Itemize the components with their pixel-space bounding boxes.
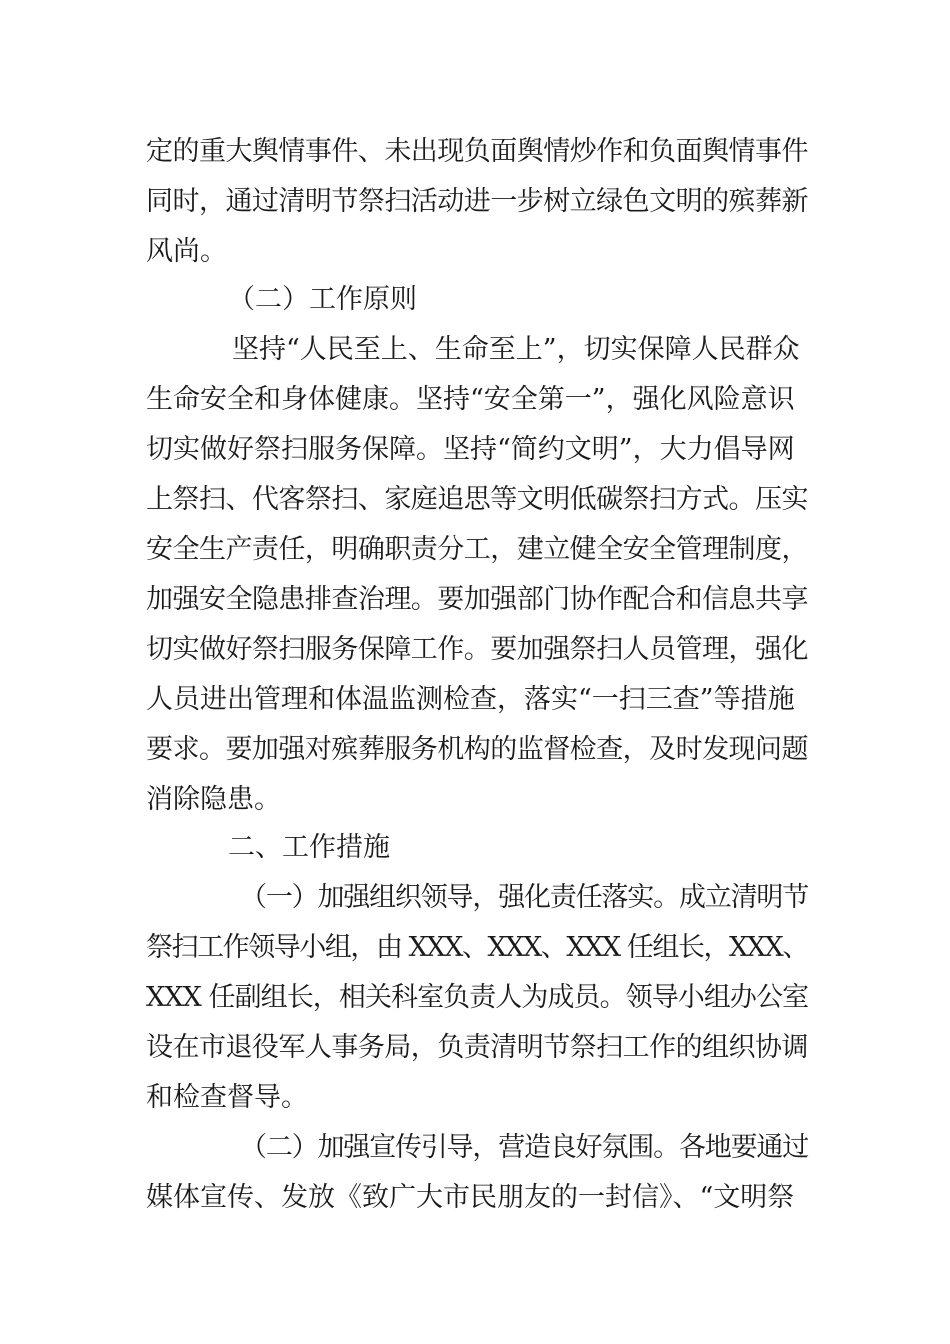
- paragraph-line: 设在市退役军人事务局，负责清明节祭扫工作的组织协调: [146, 1032, 808, 1063]
- paragraph-line: 生命安全和身体健康。坚持“安全第一”，强化风险意识: [146, 384, 795, 415]
- paragraph-line: 祭扫工作领导小组，由 XXX、XXX、XXX 任组长，XXX、: [146, 932, 808, 963]
- paragraph-line: 切实做好祭扫服务保障。坚持“简约文明”，大力倡导网: [146, 434, 795, 465]
- paragraph-line: 定的重大舆情事件、未出现负面舆情炒作和负面舆情事件: [146, 136, 808, 167]
- section-heading: 二、工作措施: [228, 832, 390, 863]
- paragraph-line: 同时，通过清明节祭扫活动进一步树立绿色文明的殡葬新: [146, 186, 808, 217]
- paragraph-line: 坚持“人民至上、生命至上”，切实保障人民群众: [232, 334, 800, 365]
- paragraph-line: 加强安全隐患排查治理。要加强部门协作配合和信息共享: [146, 584, 808, 615]
- paragraph-line: XXX 任副组长，相关科室负责人为成员。领导小组办公室: [146, 982, 809, 1013]
- paragraph-line: 媒体宣传、发放《致广大市民朋友的一封信》、“文明祭: [146, 1182, 795, 1213]
- paragraph-line: 风尚。: [146, 236, 227, 267]
- section-heading: （二）工作原则: [228, 284, 417, 315]
- paragraph-line: （二）加强宣传引导，营造良好氛围。各地要通过: [240, 1132, 809, 1163]
- paragraph-line: 要求。要加强对殡葬服务机构的监督检查，及时发现问题: [146, 734, 808, 765]
- paragraph-line: 消除隐患。: [146, 784, 281, 815]
- paragraph-line: 安全生产责任，明确职责分工，建立健全安全管理制度，: [146, 534, 808, 565]
- paragraph-line: 切实做好祭扫服务保障工作。要加强祭扫人员管理，强化: [146, 634, 808, 665]
- paragraph-line: （一）加强组织领导，强化责任落实。成立清明节: [240, 882, 809, 913]
- paragraph-line: 和检查督导。: [146, 1082, 308, 1113]
- paragraph-line: 人员进出管理和体温监测检查，落实“一扫三查”等措施: [146, 684, 795, 715]
- paragraph-line: 上祭扫、代客祭扫、家庭追思等文明低碳祭扫方式。压实: [146, 484, 808, 515]
